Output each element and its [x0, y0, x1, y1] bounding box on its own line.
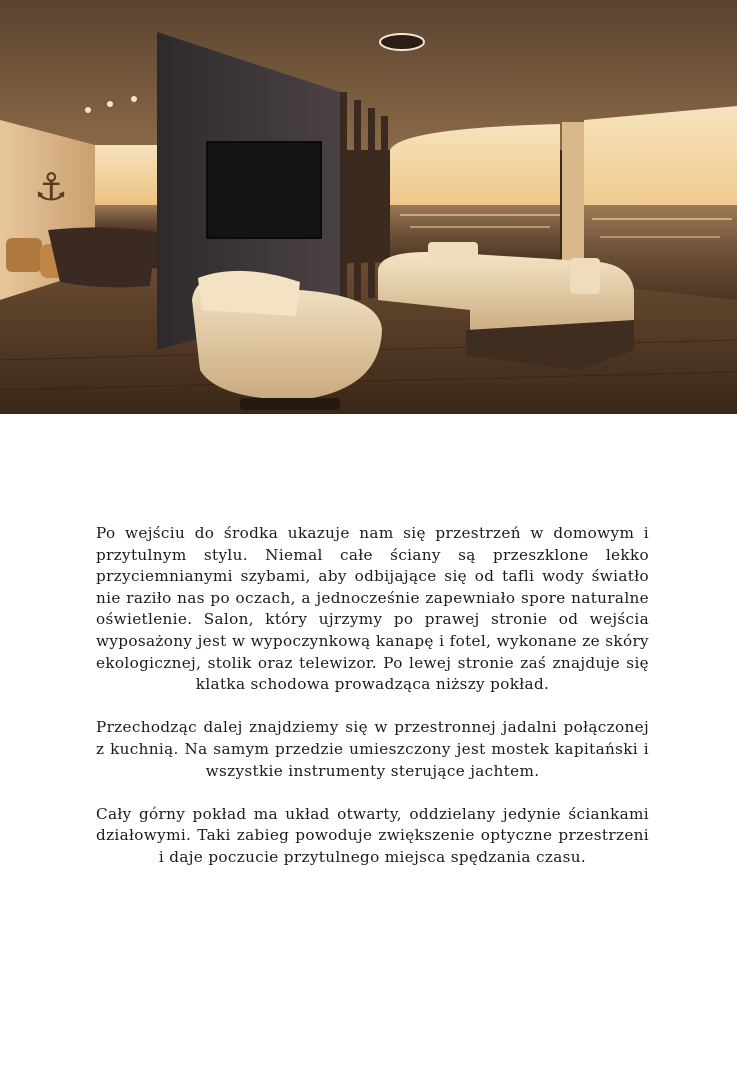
paragraph-upper-deck: Cały górny pokład ma układ otwarty, oddzielany jedynie ściankami działowymi. Taki zabieg powoduje zwiększenie optyczne przestrzeni i daje poczucie przytulnego miejsca spędzania czasu.: [96, 804, 649, 866]
paragraph-salon: Po wejściu do środka ukazuje nam się przestrzeń w domowym i przytulnym stylu. Niemal całe ściany są przeszklone lekko przyciemnianymi szybami, aby odbijające się od tafli wody światło nie raziło nas po oczach, a jednocześnie zapewniało spore naturalne oświetlenie. Salon, który ujrzymy po prawej stronie od wejścia wyposażony jest w wypoczynkową kanapę i fotel, wykonane ze skóry ekologicznej, stolik oraz telewizor. Po lewej stronie zaś znajduje się klatka schodowa prowadząca niższy pokład.: [96, 524, 649, 694]
description-text: [96, 523, 649, 890]
svg-text:⚓: ⚓: [34, 165, 69, 209]
salon-render-image: [0, 0, 737, 414]
yacht-salon-illustration: [0, 0, 737, 414]
paragraph-dining: Przechodząc dalej znajdziemy się w przestronnej jadalni połączonej z kuchnią. Na samym przedzie umieszczony jest mostek kapitański i wszystkie instrumenty sterujące jachtem.: [96, 718, 649, 780]
